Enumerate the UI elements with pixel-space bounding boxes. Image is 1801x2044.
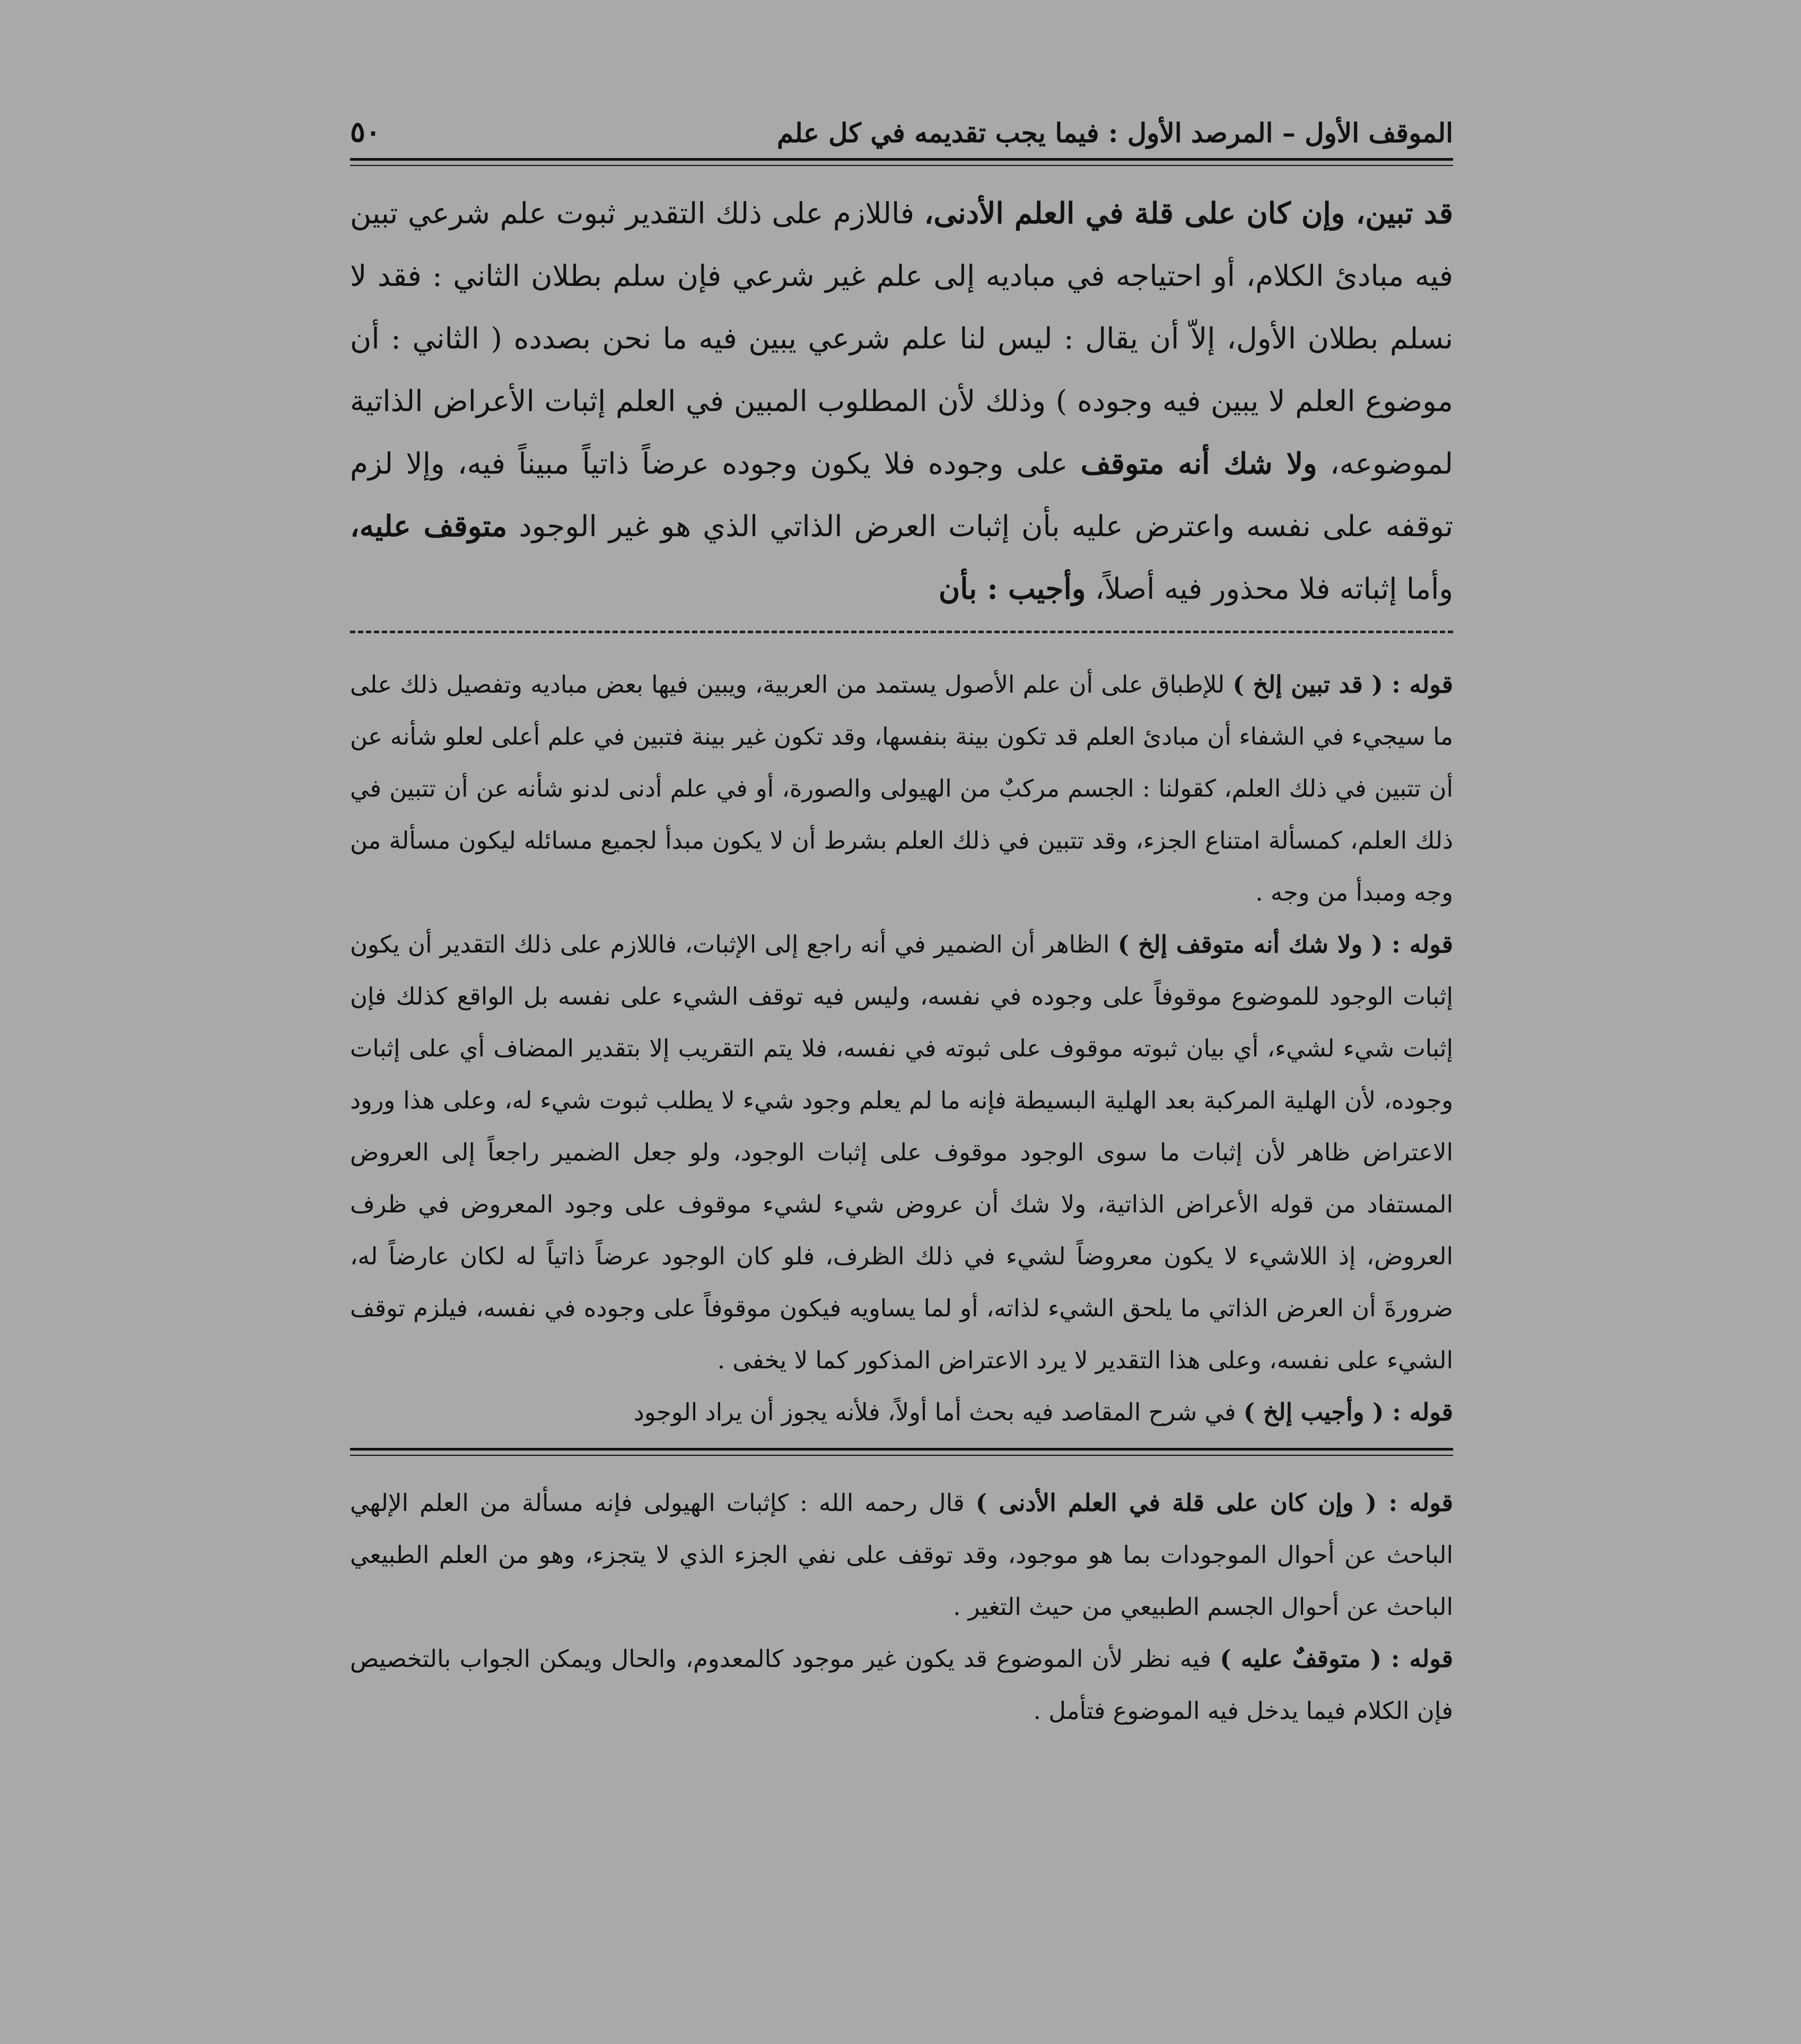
book-page xyxy=(350,95,1453,1737)
note-lead: قوله : xyxy=(1382,1645,1453,1673)
main-text xyxy=(350,182,1453,620)
comment-quote: ( قد تبين إلخ ) xyxy=(1232,670,1383,698)
main-text-bold-3: ولا شك أنه متوقف xyxy=(1080,446,1317,481)
page-number: ٥٠ xyxy=(350,115,381,149)
main-text-span-6: وأما إثباته فلا محذور فيه أصلاً، xyxy=(1086,572,1453,606)
comment-lead: قوله : xyxy=(1383,670,1453,698)
comment-quote: ( وأجيب إلخ ) xyxy=(1243,1398,1384,1426)
footnote-rule xyxy=(350,1448,1453,1456)
comment-lead: قوله : xyxy=(1384,1398,1453,1426)
main-text-bold-1: قد تبين، وإن كان على قلة في العلم الأدنى، xyxy=(924,196,1453,230)
dashed-separator xyxy=(350,631,1453,633)
footnotes-section xyxy=(350,1477,1453,1737)
note-text: قال رحمه الله : كإثبات الهيولى فإنه مسألة من العلم الإلهي الباحث عن أحوال الموجودات بما هو موجود، وقد توقف على نفي الجزء الذي لا يتجزء، وهو من العلم الطبيعي الباحث عن أحوال الجسم الطبيعي من حيث التغير . xyxy=(350,1489,1453,1621)
comment-text: للإطباق على أن علم الأصول يستمد من العربية، ويبين فيها بعض مباديه وتفصيل ذلك على ما سيجيء في الشفاء أن مبادئ العلم قد تكون بينة بنفسها، وقد تكون غير بينة فتبين في علم أعلى لعلو شأنه عن أن تتبين في ذلك العلم، كقولنا : الجسم مركبٌ من الهيولى والصورة، أو في علم أدنى لدنو شأنه عن أن تتبين في ذلك العلم، كمسألة امتناع الجزء، وقد تتبين في ذلك العلم بشرط أن لا يكون مبدأ لجميع مسائله ليكون مسألة من وجه ومبدأ من وجه . xyxy=(350,670,1453,906)
main-text-bold-7: وأجيب : بأن xyxy=(938,571,1086,606)
note-text: فيه نظر لأن الموضوع قد يكون غير موجود كالمعدوم، والحال ويمكن الجواب بالتخصيص فإن الكلام فيما يدخل فيه الموضوع فتأمل . xyxy=(350,1645,1453,1725)
note-lead: قوله : xyxy=(1377,1489,1453,1517)
comment-lead: قوله : xyxy=(1383,930,1453,958)
page-header xyxy=(350,95,1453,156)
commentary-paragraph xyxy=(350,919,1453,1386)
main-text-span-2: فاللازم على ذلك التقدير ثبوت علم شرعي تبين فيه مبادئ الكلام، أو احتياجه في مباديه إلى علم غير شرعي فإن سلم بطلان الثاني : فقد لا نسلم بطلان الأول، إلاّ أن يقال : ليس لنا علم شرعي يبين فيه ما نحن بصدده ( الثاني : أن موضوع العلم لا يبين فيه وجوده ) وذلك لأن المطلوب المبين في العلم إثبات الأعراض الذاتية لموضوعه، xyxy=(350,196,1453,481)
footnote-paragraph xyxy=(350,1477,1453,1633)
main-text-bold-5: متوقف عليه، xyxy=(350,509,508,543)
commentary-section xyxy=(350,659,1453,1438)
comment-quote: ( ولا شك أنه متوقف إلخ ) xyxy=(1117,930,1383,958)
footnote-paragraph xyxy=(350,1633,1453,1737)
header-rule xyxy=(350,158,1453,166)
main-text-span-4: على وجوده فلا يكون وجوده عرضاً ذاتياً مبيناً فيه، وإلا لزم توقفه على نفسه واعترض عليه بأن إثبات العرض الذاتي الذي هو غير الوجود xyxy=(350,447,1453,543)
comment-text: الظاهر أن الضمير في أنه راجع إلى الإثبات، فاللازم على ذلك التقدير أن يكون إثبات الوجود للموضوع موقوفاً على وجوده في نفسه، وليس فيه توقف الشيء على نفسه بل الواقع كذلك فإن إثبات شيء لشيء، أي بيان ثبوته موقوف على ثبوته في نفسه، فلا يتم التقريب إلا بتقدير المضاف أي على إثبات وجوده، لأن الهلية المركبة بعد الهلية البسيطة فإنه ما لم يعلم وجود شيء لا يطلب ثبوت شيء له، وعلى هذا ورود الاعتراض ظاهر لأن إثبات ما سوى الوجود موقوف على إثبات الوجود، ولو جعل الضمير راجعاً إلى العروض المستفاد من قوله الأعراض الذاتية، ولا شك أن عروض شيء لشيء موقوف على وجود المعروض في ظرف العروض، إذ اللاشيء لا يكون معروضاً لشيء في ذلك الظرف، فلو كان الوجود عرضاً ذاتياً له لكان عارضاً له، ضرورةَ أن العرض الذاتي ما يلحق الشيء لذاته، أو لما يساويه فيكون موقوفاً على وجوده في نفسه، فيلزم توقف الشيء على نفسه، وعلى هذا التقدير لا يرد الاعتراض المذكور كما لا يخفى . xyxy=(350,930,1453,1374)
comment-text: في شرح المقاصد فيه بحث أما أولاً، فلأنه يجوز أن يراد الوجود xyxy=(633,1398,1244,1426)
commentary-paragraph xyxy=(350,659,1453,919)
running-title: الموقف الأول – المرصد الأول : فيما يجب تقديمه في كل علم xyxy=(777,117,1453,149)
note-quote: ( متوقفٌ عليه ) xyxy=(1220,1645,1382,1673)
note-quote: ( وإن كان على قلة في العلم الأدنى ) xyxy=(975,1489,1377,1517)
commentary-paragraph xyxy=(350,1386,1453,1438)
